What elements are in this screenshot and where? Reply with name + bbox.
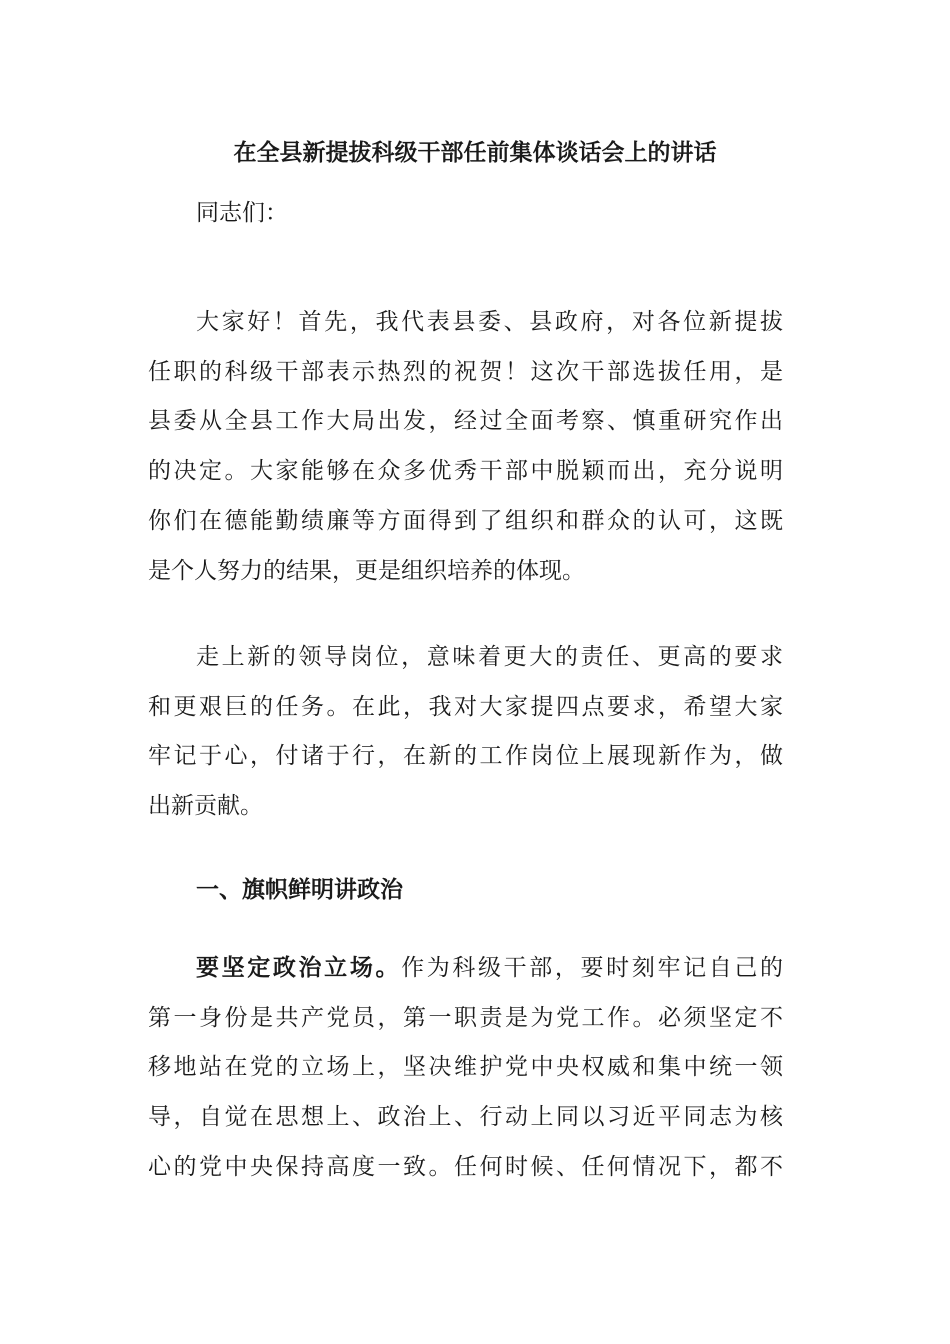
paragraph-line: 走上新的领导岗位，意味着更大的责任、更高的要求 (196, 644, 783, 670)
paragraph-line: 县委从全县工作大局出发，经过全面考察、慎重研究作出 (148, 408, 783, 435)
paragraph-line: 你们在德能勤绩廉等方面得到了组织和群众的认可，这既 (148, 507, 783, 534)
paragraph-line: 第一身份是共产党员，第一职责是为党工作。必须坚定不 (148, 1004, 783, 1031)
paragraph-line: 任职的科级干部表示热烈的祝贺！这次干部选拔任用，是 (148, 358, 783, 385)
paragraph-line: 和更艰巨的任务。在此，我对大家提四点要求，希望大家 (148, 693, 783, 720)
paragraph-line: 心的党中央保持高度一致。任何时候、任何情况下，都不 (148, 1153, 783, 1180)
paragraph-line: 移地站在党的立场上，坚决维护党中央权威和集中统一领 (148, 1054, 783, 1081)
paragraph-line: 出新贡献。 (148, 793, 263, 820)
document-title: 在全县新提拔科级干部任前集体谈话会上的讲话 (233, 139, 717, 166)
paragraph-line: 的决定。大家能够在众多优秀干部中脱颖而出，充分说明 (148, 458, 783, 485)
paragraph-opening (148, 298, 783, 596)
paragraph-lead-phrase: 要坚定政治立场。 (196, 954, 402, 981)
greeting: 同志们： (196, 200, 288, 226)
paragraph-line: 牢记于心，付诸于行，在新的工作岗位上展现新作为，做 (148, 743, 783, 770)
paragraph-requirements-intro (148, 633, 783, 832)
paragraph-line: 是个人努力的结果，更是组织培养的体现。 (148, 557, 585, 584)
paragraph-line (148, 943, 783, 994)
section-heading: 一、旗帜鲜明讲政治 (196, 876, 403, 903)
paragraph-line: 导，自觉在思想上、政治上、行动上同以习近平同志为核 (148, 1104, 783, 1131)
paragraph-political-stance (148, 943, 783, 1193)
paragraph-line: 大家好！首先，我代表县委、县政府，对各位新提拔 (196, 309, 783, 335)
paragraph-line-rest: 作为科级干部，要时刻牢记自己的 (401, 955, 784, 981)
